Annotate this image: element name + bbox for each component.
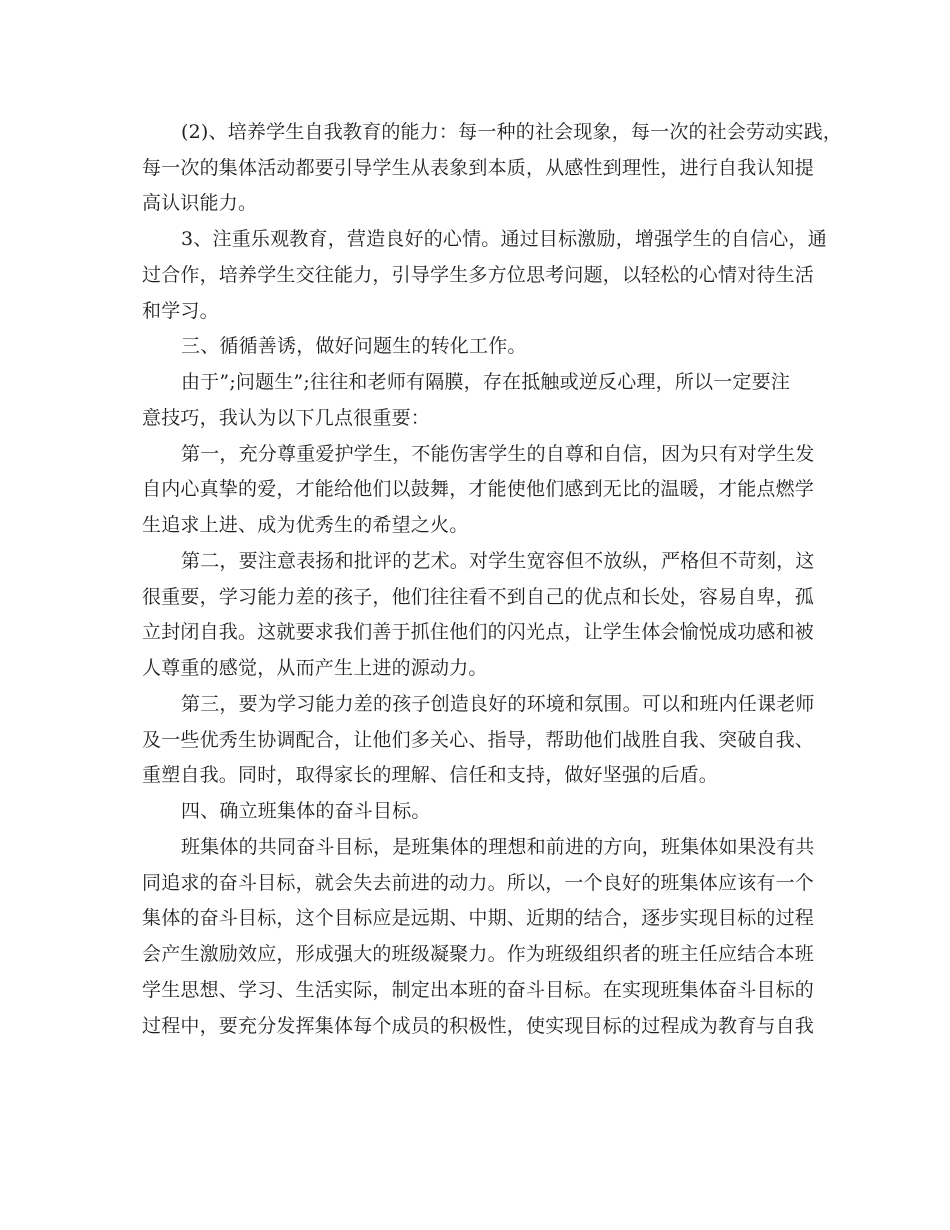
paragraph-second-line-1: 第二，要注意表扬和批评的艺术。对学生宽容但不放纵，严格但不苛刻，这 (181, 550, 815, 572)
paragraph-2-line-1: (2)、培养学生自我教育的能力：每一种的社会现象，每一次的社会劳动实践， (181, 121, 843, 143)
paragraph-2-line-2: 每一次的集体活动都要引导学生从表象到本质，从感性到理性，进行自我认知提 (142, 157, 815, 179)
paragraph-second-line-2: 很重要，学习能力差的孩子，他们往往看不到自己的优点和长处，容易自卑，孤 (142, 586, 815, 608)
section-heading-4: 四、确立班集体的奋斗目标。 (181, 800, 431, 822)
paragraph-intro-line-2: 意技巧，我认为以下几点很重要： (142, 407, 431, 429)
paragraph-third-line-1: 第三，要为学习能力差的孩子创造良好的环境和氛围。可以和班内任课老师 (181, 693, 815, 715)
paragraph-goal-line-6: 过程中，要充分发挥集体每个成员的积极性，使实现目标的过程成为教育与自我 (142, 1015, 815, 1037)
paragraph-3-line-2: 过合作，培养学生交往能力，引导学生多方位思考问题，以轻松的心情对待生活 (142, 264, 815, 286)
paragraph-goal-line-3: 集体的奋斗目标，这个目标应是远期、中期、近期的结合，逐步实现目标的过程 (142, 907, 815, 929)
paragraph-3-line-3: 和学习。 (142, 300, 219, 322)
section-heading-3: 三、循循善诱，做好问题生的转化工作。 (181, 335, 527, 357)
paragraph-first-line-2: 自内心真挚的爱，才能给他们以鼓舞，才能使他们感到无比的温暖，才能点燃学 (142, 478, 815, 500)
paragraph-2-line-3: 高认识能力。 (142, 192, 258, 214)
paragraph-first-line-1: 第一，充分尊重爱护学生，不能伤害学生的自尊和自信，因为只有对学生发 (181, 443, 815, 465)
paragraph-third-line-3: 重塑自我。同时，取得家长的理解、信任和支持，做好坚强的后盾。 (142, 764, 719, 786)
paragraph-intro-line-1: 由于”;问题生”;往往和老师有隔膜，存在抵触或逆反心理，所以一定要注 (181, 371, 791, 393)
paragraph-3-line-1: 3、注重乐观教育，营造良好的心情。通过目标激励，增强学生的自信心，通 (181, 228, 827, 250)
paragraph-second-line-3: 立封闭自我。这就要求我们善于抓住他们的闪光点，让学生体会愉悦成功感和被 (142, 621, 815, 643)
paragraph-goal-line-4: 会产生激励效应，形成强大的班级凝聚力。作为班级组织者的班主任应结合本班 (142, 943, 815, 965)
paragraph-goal-line-5: 学生思想、学习、生活实际，制定出本班的奋斗目标。在实现班集体奋斗目标的 (142, 979, 815, 1001)
paragraph-goal-line-1: 班集体的共同奋斗目标，是班集体的理想和前进的方向，班集体如果没有共 (181, 836, 815, 858)
paragraph-first-line-3: 生追求上进、成为优秀生的希望之火。 (142, 514, 469, 536)
paragraph-third-line-2: 及一些优秀生协调配合，让他们多关心、指导，帮助他们战胜自我、突破自我、 (142, 729, 815, 751)
paragraph-second-line-4: 人尊重的感觉，从而产生上进的源动力。 (142, 657, 488, 679)
paragraph-goal-line-2: 同追求的奋斗目标，就会失去前进的动力。所以，一个良好的班集体应该有一个 (142, 872, 815, 894)
